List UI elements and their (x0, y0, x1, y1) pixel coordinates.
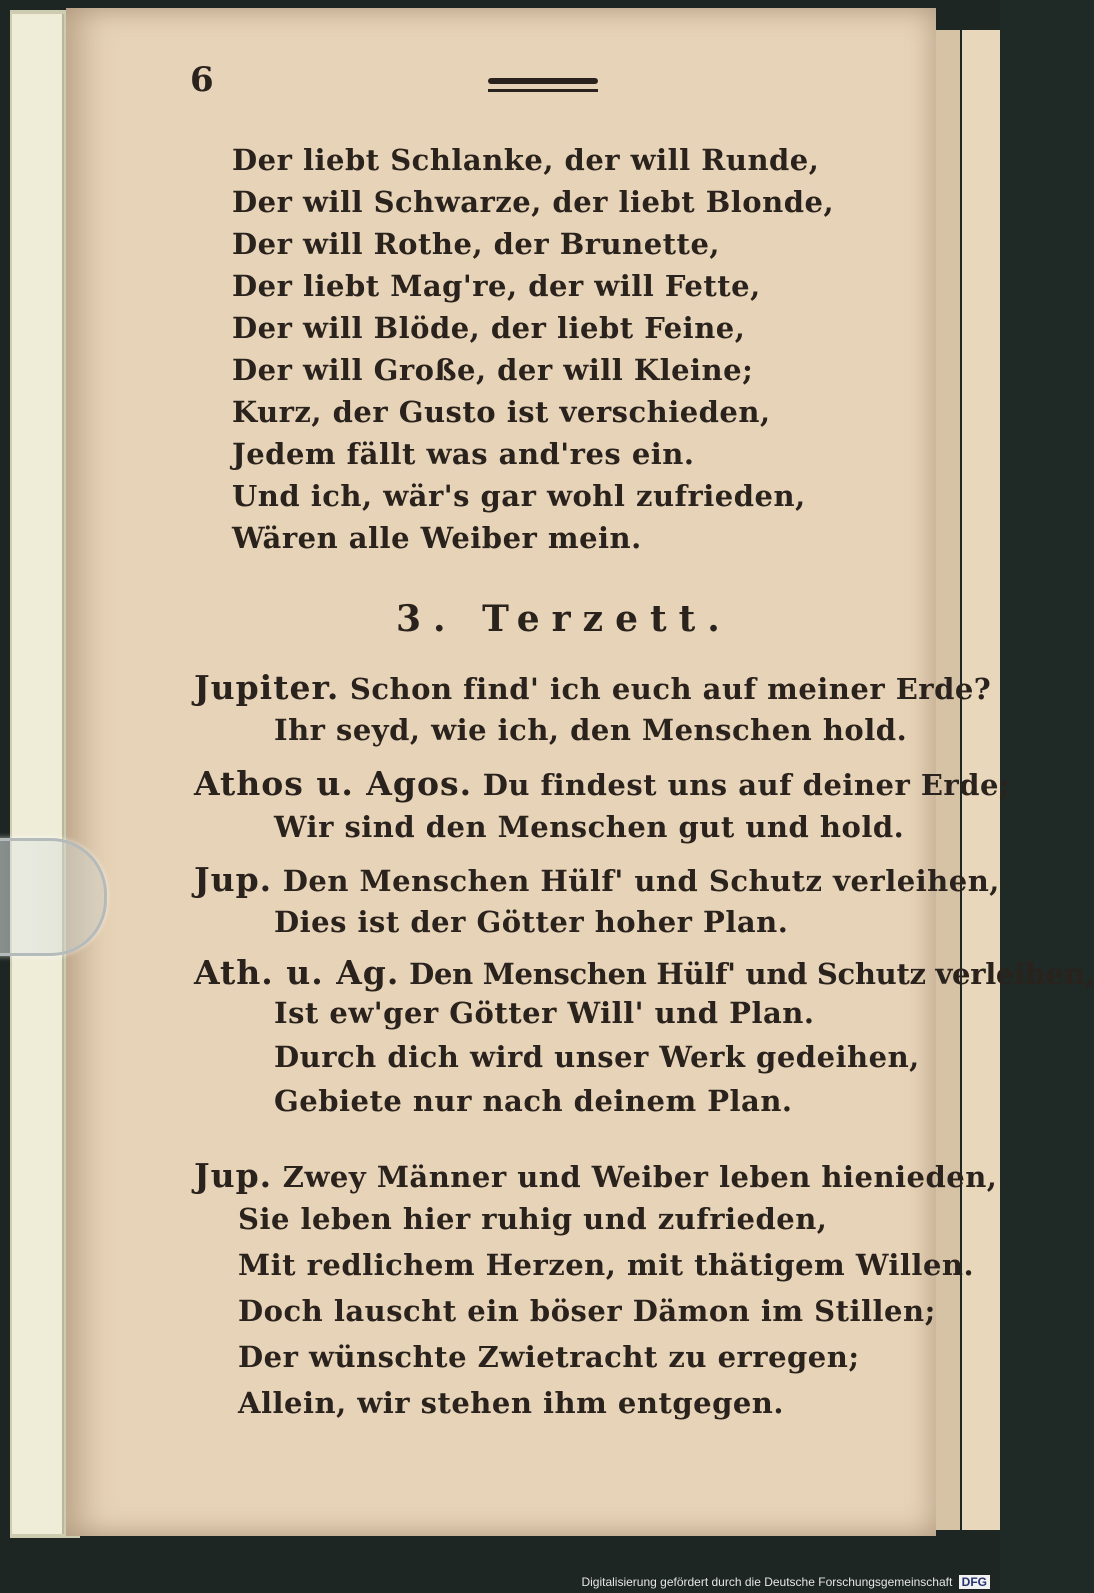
dialogue-line: Sie leben hier ruhig und zufrieden, (238, 1202, 828, 1236)
dialogue-line: Ist ew'ger Götter Will' und Plan. (274, 996, 815, 1030)
dialogue-line: Doch lauscht ein böser Dämon im Stillen; (238, 1294, 936, 1328)
dialogue-line: Ihr seyd, wie ich, den Menschen hold. (274, 713, 908, 747)
verse-line: Der will Große, der will Kleine; (232, 353, 754, 387)
dialogue-line (194, 1156, 997, 1195)
speaker-name: Ath. u. Ag. (194, 953, 400, 992)
section-heading: 3. Terzett. (396, 598, 732, 640)
dialogue-text: Schon find' ich euch auf meiner Erde? (349, 672, 992, 706)
dialogue-line (194, 860, 1000, 899)
verse-line: Kurz, der Gusto ist verschieden, (232, 395, 771, 429)
dialogue-line: Durch dich wird unser Werk gedeihen, (274, 1040, 920, 1074)
speaker-name: Jup. (194, 1156, 273, 1195)
page-clip (0, 838, 107, 956)
dialogue-text: Den Menschen Hülf' und Schutz verleihen, (409, 957, 1094, 991)
verse-line: Der will Blöde, der liebt Feine, (232, 311, 746, 345)
digitization-credit (581, 1575, 990, 1589)
verse-line: Der liebt Mag're, der will Fette, (232, 269, 761, 303)
credit-text: Digitalisierung gefördert durch die Deutsche Forschungsgemeinschaft (581, 1575, 953, 1589)
dialogue-line: Der wünschte Zwietracht zu erregen; (238, 1340, 860, 1374)
dialogue-line: Mit redlichem Herzen, mit thätigem Willen. (238, 1248, 975, 1282)
dialogue-text: Du findest uns auf deiner Erde; (482, 768, 1011, 802)
dialogue-text: Zwey Männer und Weiber leben hienieden, (282, 1160, 998, 1194)
speaker-name: Jupiter. (194, 668, 340, 707)
verse-line: Und ich, wär's gar wohl zufrieden, (232, 479, 806, 513)
speaker-name: Jup. (194, 860, 273, 899)
header-ornament-rule (488, 78, 598, 96)
dialogue-line (194, 953, 1094, 992)
dialogue-line: Allein, wir stehen ihm entgegen. (238, 1386, 784, 1420)
dialogue-line: Dies ist der Götter hoher Plan. (274, 905, 789, 939)
dialogue-line (194, 668, 991, 707)
verse-line: Jedem fällt was and'res ein. (232, 437, 695, 471)
dialogue-line (194, 764, 1010, 803)
book-page (66, 8, 1094, 1536)
dfg-logo: DFG (959, 1575, 990, 1589)
speaker-name: Athos u. Agos. (194, 764, 473, 803)
dialogue-line: Gebiete nur nach deinem Plan. (274, 1084, 793, 1118)
dialogue-line: Wir sind den Menschen gut und hold. (274, 810, 905, 844)
verse-line: Der liebt Schlanke, der will Runde, (232, 143, 820, 177)
verse-line: Der will Rothe, der Brunette, (232, 227, 721, 261)
verse-line: Der will Schwarze, der liebt Blonde, (232, 185, 835, 219)
left-page-stack (12, 14, 64, 1534)
page-number: 6 (190, 60, 214, 100)
dialogue-text: Den Menschen Hülf' und Schutz verleihen, (282, 864, 1000, 898)
verse-line: Wären alle Weiber mein. (232, 521, 642, 555)
